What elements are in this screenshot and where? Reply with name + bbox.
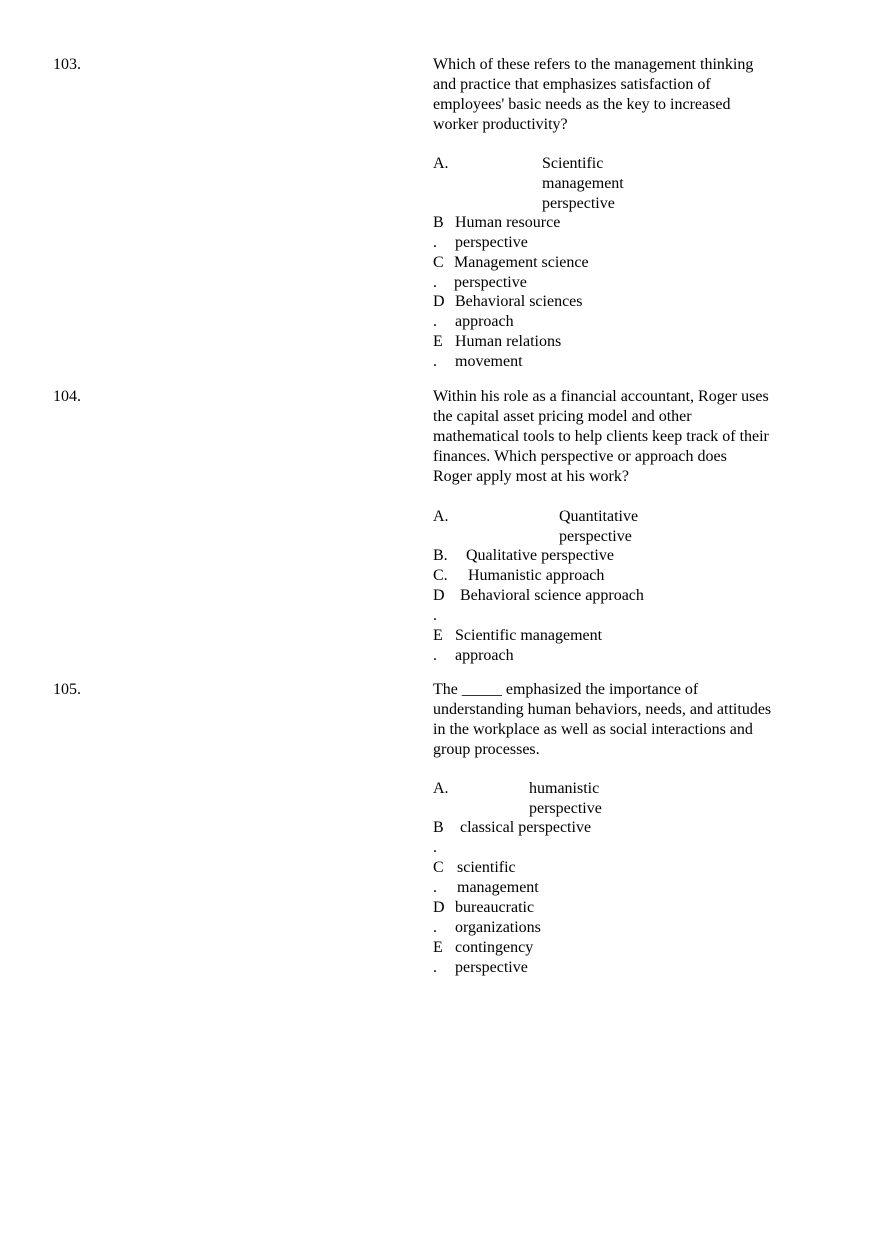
option-letter-dot: .: [433, 839, 437, 856]
question-text-line: understanding human behaviors, needs, and attitudes: [433, 701, 772, 718]
question-text-line: in the workplace as well as social interactions and: [433, 721, 753, 738]
option-text-line: Scientific management: [455, 627, 603, 644]
option-text-line: perspective: [529, 800, 602, 817]
question-text-line: Roger apply most at his work?: [433, 468, 629, 485]
option-text-line: movement: [455, 353, 523, 370]
option-text-line: management: [542, 175, 624, 192]
option-text: [457, 858, 539, 898]
question-text-line: The _____ emphasized the importance of: [433, 681, 699, 698]
option-letter-dot: .: [433, 879, 437, 896]
option-text-line: approach: [455, 313, 514, 330]
option-text-line: Quantitative: [559, 508, 639, 525]
option-text: [455, 213, 560, 253]
question-text: [433, 55, 805, 135]
option-letter: E: [433, 333, 443, 350]
option-letter: C: [433, 859, 444, 876]
option-text-line: perspective: [455, 234, 528, 251]
option-letter: D: [433, 293, 445, 310]
option-letter: C: [433, 254, 444, 271]
option-text-line: Qualitative perspective: [466, 547, 614, 564]
option-letter: C.: [433, 567, 448, 584]
option-text: [455, 292, 583, 332]
option-text-line: Humanistic approach: [468, 567, 605, 584]
option-text: [559, 507, 638, 547]
option-text: [455, 938, 533, 978]
option-text-line: Human relations: [455, 333, 562, 350]
question-text-line: worker productivity?: [433, 116, 568, 133]
option-text-line: scientific: [457, 859, 516, 876]
option-text-line: Human resource: [455, 214, 561, 231]
question-text-line: and practice that emphasizes satisfaction of: [433, 76, 711, 93]
option-text-line: perspective: [559, 528, 632, 545]
option-letter: A.: [433, 155, 449, 172]
option-letter: E: [433, 939, 443, 956]
option-letter-dot: .: [433, 919, 437, 936]
option-text: [454, 253, 589, 293]
option-text: [542, 154, 624, 214]
question-text-line: Within his role as a financial accountant, Roger uses: [433, 388, 769, 405]
question-text: [433, 387, 805, 487]
option-letter: B: [433, 819, 444, 836]
option-text: [455, 332, 561, 372]
question-text-line: the capital asset pricing model and other: [433, 408, 692, 425]
option-letter-dot: .: [433, 274, 437, 291]
option-letter-dot: .: [433, 647, 437, 664]
option-letter: D: [433, 899, 445, 916]
option-text-line: perspective: [455, 959, 528, 976]
option-letter-dot: .: [433, 234, 437, 251]
option-text-line: Behavioral sciences: [455, 293, 583, 310]
option-letter-dot: .: [433, 353, 437, 370]
option-text: [455, 898, 541, 938]
option-letter-dot: .: [433, 313, 437, 330]
question-number: 104.: [53, 388, 81, 405]
option-text-line: Scientific: [542, 155, 604, 172]
question-number: 105.: [53, 681, 81, 698]
option-text-line: management: [457, 879, 539, 896]
option-text-line: perspective: [542, 195, 615, 212]
question-text: [433, 680, 805, 760]
option-letter-dot: .: [433, 959, 437, 976]
option-text-line: contingency: [455, 939, 534, 956]
option-letter: A.: [433, 780, 449, 797]
option-text: [460, 818, 591, 838]
option-letter: E: [433, 627, 443, 644]
option-text-line: classical perspective: [460, 819, 592, 836]
question-text-line: Which of these refers to the management thinking: [433, 56, 754, 73]
option-text: [460, 586, 644, 606]
option-letter-dot: .: [433, 607, 437, 624]
option-letter: A.: [433, 508, 449, 525]
option-text-line: approach: [455, 647, 514, 664]
option-text-line: bureaucratic: [455, 899, 535, 916]
option-letter: B: [433, 214, 444, 231]
question-text-line: employees' basic needs as the key to increased: [433, 96, 731, 113]
option-text: [529, 779, 602, 819]
question-number: 103.: [53, 56, 81, 73]
question-text-line: mathematical tools to help clients keep track of their: [433, 428, 769, 445]
option-text-line: Management science: [454, 254, 589, 271]
question-text-line: finances. Which perspective or approach does: [433, 448, 727, 465]
option-letter: B.: [433, 547, 448, 564]
option-text-line: humanistic: [529, 780, 600, 797]
option-text-line: Behavioral science approach: [460, 587, 644, 604]
option-letter: D: [433, 587, 445, 604]
option-text: [466, 546, 614, 566]
option-text: [455, 626, 602, 666]
option-text-line: perspective: [454, 274, 527, 291]
option-text: [468, 566, 604, 586]
question-text-line: group processes.: [433, 741, 540, 758]
option-text-line: organizations: [455, 919, 541, 936]
